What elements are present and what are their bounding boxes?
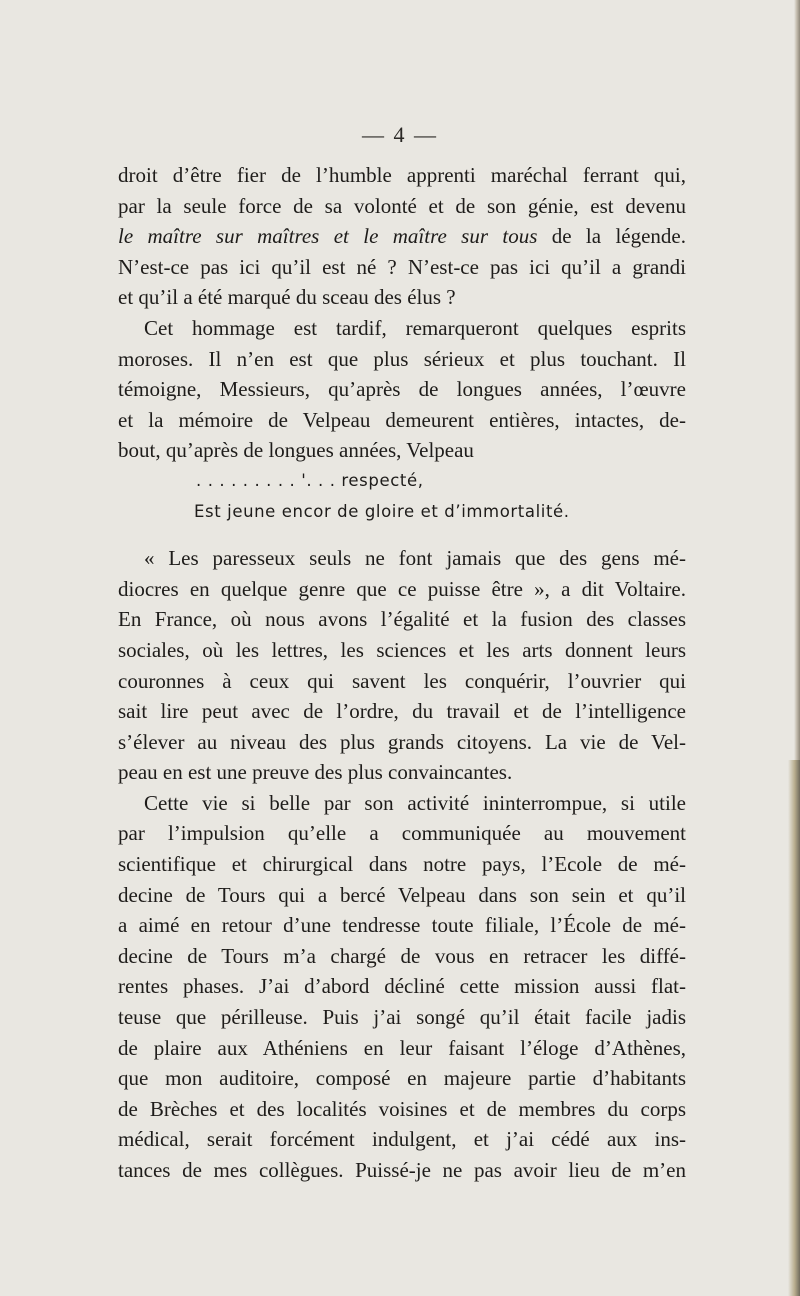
text-line: « Les paresseux seuls ne font jamais que des gens mé- <box>144 546 686 571</box>
text-line: N’est-ce pas ici qu’il est né ? N’est-ce pas ici qu’il a grandi <box>118 254 686 279</box>
page-number: — 4 — <box>362 122 438 147</box>
italic-phrase: le maître sur maîtres et le maître sur tous <box>118 224 538 249</box>
text-line: teuse que périlleuse. Puis j’ai songé qu’il était facile jadis <box>118 1005 686 1030</box>
body-text <box>118 160 686 1186</box>
text-line: de plaire aux Athéniens en leur faisant l’éloge d’Athènes, <box>118 1035 686 1060</box>
text-line: par la seule force de sa volonté et de son génie, est devenu <box>118 193 686 218</box>
page-edge-stain <box>788 760 800 1296</box>
text-line: que mon auditoire, composé en majeure partie d’habitants <box>118 1066 686 1091</box>
text-line: de Brèches et des localités voisines et de membres du corps <box>118 1096 686 1121</box>
text-line-with-italic <box>118 221 686 252</box>
text-line: rentes phases. J’ai d’abord décliné cette mission aussi flat- <box>118 974 686 999</box>
text-line: a aimé en retour d’une tendresse toute filiale, l’École de mé- <box>118 913 686 938</box>
text-line: médical, serait forcément indulgent, et j’ai cédé aux ins- <box>118 1127 686 1152</box>
text-line: Cet hommage est tardif, remarqueront quelques esprits <box>144 315 686 340</box>
text-line: En France, où nous avons l’égalité et la fusion des classes <box>118 607 686 632</box>
text-line: s’élever au niveau des plus grands citoyens. La vie de Vel- <box>118 729 686 754</box>
text-line: scientifique et chirurgical dans notre pays, l’Ecole de mé- <box>118 852 686 877</box>
text-line: et qu’il a été marqué du sceau des élus ? <box>118 285 456 310</box>
text-line: droit d’être fier de l’humble apprenti maréchal ferrant qui, <box>118 163 686 187</box>
text-line: et la mémoire de Velpeau demeurent entières, intactes, de- <box>118 407 686 432</box>
text-line: diocres en quelque genre que ce puisse être », a dit Voltaire. <box>118 576 686 601</box>
text-line: sait lire peut avec de l’ordre, du travail et de l’intelligence <box>118 699 686 724</box>
text-fragment: de la légende. <box>537 224 687 249</box>
text-line: témoigne, Messieurs, qu’après de longues années, l’œuvre <box>118 377 686 402</box>
text-line: Cette vie si belle par son activité ininterrompue, si utile <box>144 790 686 815</box>
text-line: couronnes à ceux qui savent les conquérir, l’ouvrier qui <box>118 668 686 693</box>
text-line: decine de Tours qui a bercé Velpeau dans son sein et qu’il <box>118 882 686 907</box>
text-line: decine de Tours m’a chargé de vous en retracer les diffé- <box>118 943 686 968</box>
text-line: peau en est une preuve des plus convaincantes. <box>118 760 513 785</box>
text-line: par l’impulsion qu’elle a communiquée au mouvement <box>118 821 686 846</box>
verse-line-1: . . . . . . . . . '. . . respecté, <box>196 470 424 490</box>
paragraph-spacer <box>118 527 686 543</box>
text-line: sociales, où les lettres, les sciences et les arts donnent leurs <box>118 637 686 662</box>
text-line: tances de mes collègues. Puissé-je ne pas avoir lieu de m’en <box>118 1158 686 1182</box>
text-line: bout, qu’après de longues années, Velpeau <box>118 438 474 463</box>
verse-line-2: Est jeune encor de gloire et d’immortalité. <box>194 501 570 521</box>
text-line: moroses. Il n’en est que plus sérieux et plus touchant. Il <box>118 346 686 371</box>
